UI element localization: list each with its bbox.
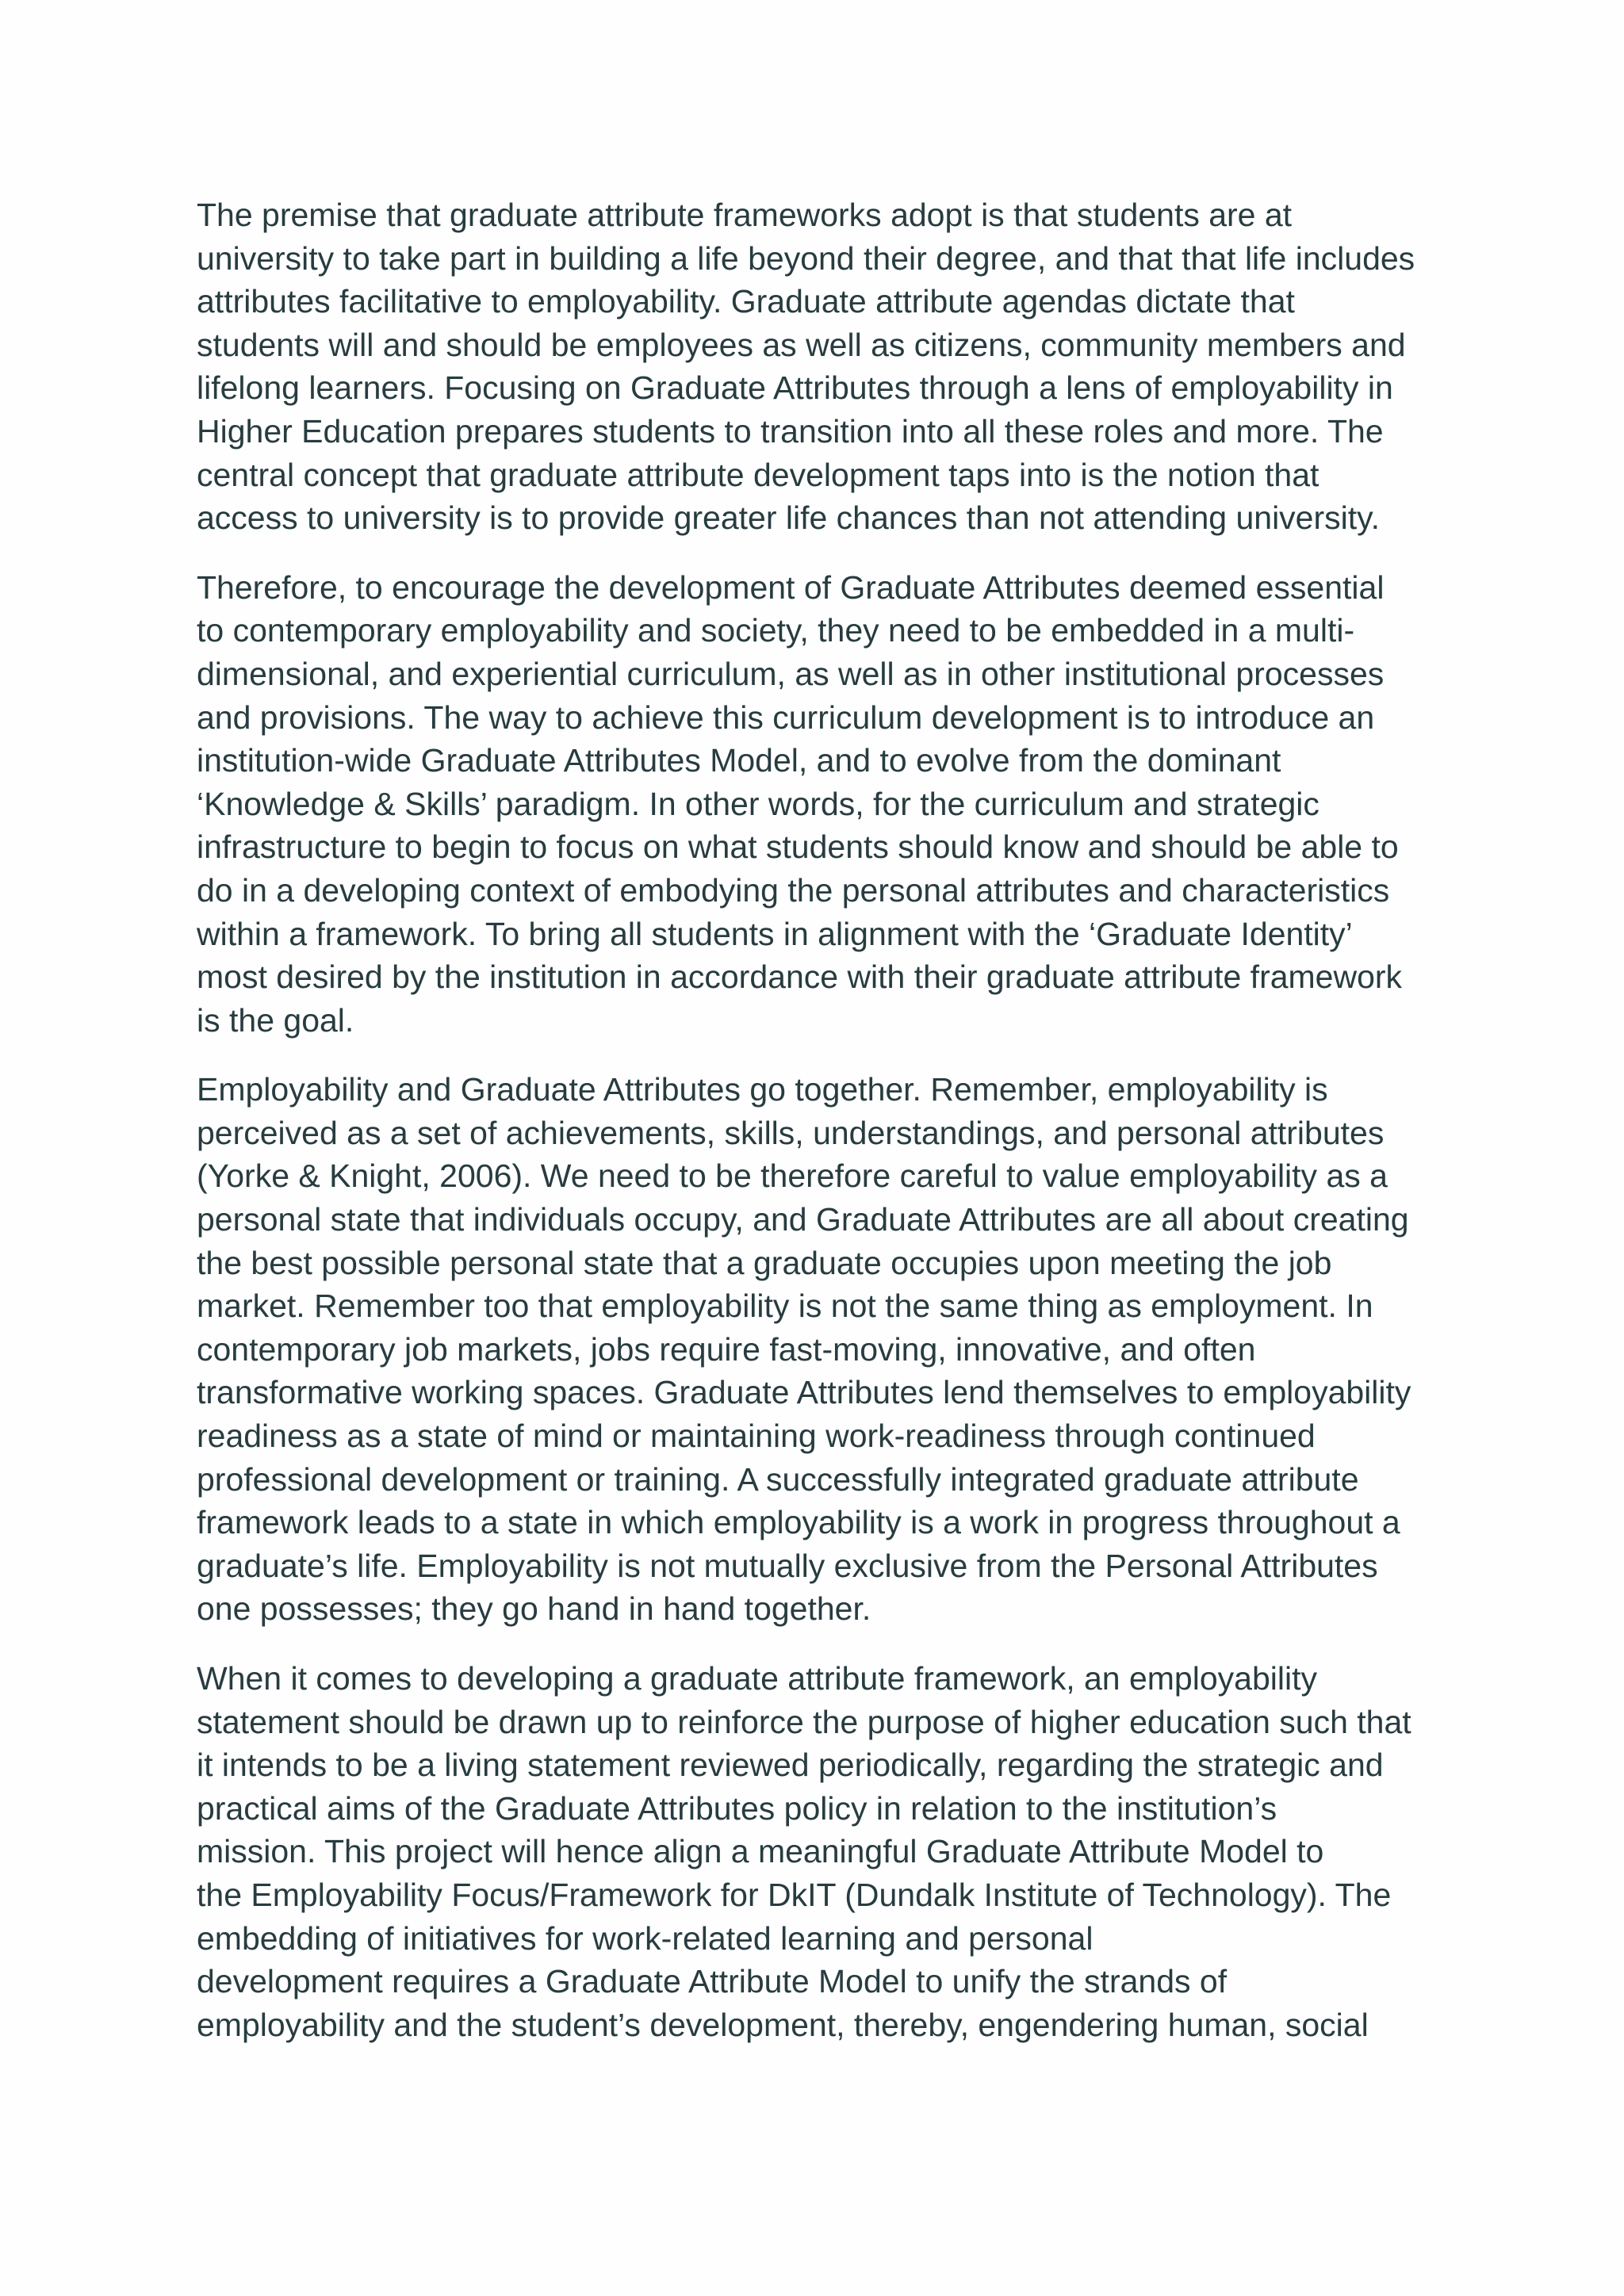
- text-line: central concept that graduate attribute development taps into is the notion that: [197, 456, 1320, 493]
- paragraph-employability: [197, 1068, 1465, 1631]
- text-line: contemporary job markets, jobs require fast-moving, innovative, and often: [197, 1330, 1256, 1368]
- text-line: perceived as a set of achievements, skills, understandings, and personal attributes: [197, 1114, 1385, 1151]
- text-line: market. Remember too that employability is not the same thing as employment. In: [197, 1288, 1373, 1325]
- text-line: Therefore, to encourage the development of Graduate Attributes deemed essential: [197, 568, 1385, 606]
- text-line: graduate’s life. Employability is not mutually exclusive from the Personal Attributes: [197, 1547, 1378, 1584]
- text-line: university to take part in building a life beyond their degree, and that that life includes: [197, 239, 1415, 277]
- text-line: attributes facilitative to employability. Graduate attribute agendas dictate that: [197, 283, 1295, 320]
- text-line: ‘Knowledge & Skills’ paradigm. In other words, for the curriculum and strategic: [197, 785, 1320, 822]
- text-line: one possesses; they go hand in hand together.: [197, 1590, 871, 1628]
- paragraph-curriculum-development: [197, 566, 1465, 1043]
- text-line: within a framework. To bring all students in alignment with the ‘Graduate Identity’: [197, 915, 1353, 952]
- paragraph-employability-statement: [197, 1657, 1465, 2046]
- text-line: practical aims of the Graduate Attributes policy in relation to the institution’s: [197, 1789, 1277, 1827]
- text-line: The premise that graduate attribute frameworks adopt is that students are at: [197, 197, 1293, 233]
- text-line: the best possible personal state that a graduate occupies upon meeting the job: [197, 1244, 1332, 1281]
- text-line: framework leads to a state in which employability is a work in progress throughout a: [197, 1504, 1400, 1541]
- text-line: access to university is to provide greater life chances than not attending university.: [197, 499, 1380, 537]
- text-line: transformative working spaces. Graduate Attributes lend themselves to employability: [197, 1374, 1411, 1411]
- text-line: embedding of initiatives for work-related learning and personal: [197, 1919, 1094, 1957]
- text-line: and provisions. The way to achieve this curriculum development is to introduce an: [197, 698, 1375, 736]
- text-line: institution-wide Graduate Attributes Model, and to evolve from the dominant: [197, 742, 1281, 779]
- text-line: (Yorke & Knight, 2006). We need to be therefore careful to value employability as a: [197, 1158, 1388, 1195]
- text-line: Higher Education prepares students to transition into all these roles and more. The: [197, 412, 1384, 450]
- text-line: dimensional, and experiential curriculum, as well as in other institutional processes: [197, 655, 1385, 692]
- text-line: students will and should be employees as well as citizens, community members and: [197, 326, 1406, 363]
- text-line: statement should be drawn up to reinforce the purpose of higher education such that: [197, 1703, 1411, 1740]
- text-line: to contemporary employability and society, they need to be embedded in a multi-: [197, 612, 1355, 649]
- paragraph-graduate-attribute-premise: [197, 193, 1465, 540]
- text-line: mission. This project will hence align a meaningful Graduate Attribute Model to: [197, 1833, 1324, 1870]
- text-line: is the goal.: [197, 1001, 354, 1039]
- text-line: Employability and Graduate Attributes go together. Remember, employability is: [197, 1071, 1328, 1108]
- text-line: infrastructure to begin to focus on what students should know and should be able to: [197, 828, 1399, 866]
- text-line: it intends to be a living statement reviewed periodically, regarding the strategic and: [197, 1747, 1384, 1784]
- text-line: professional development or training. A successfully integrated graduate attribute: [197, 1460, 1359, 1498]
- text-line: When it comes to developing a graduate attribute framework, an employability: [197, 1660, 1317, 1697]
- text-line: employability and the student’s development, thereby, engendering human, social: [197, 2006, 1369, 2043]
- text-line: personal state that individuals occupy, and Graduate Attributes are all about creating: [197, 1201, 1409, 1238]
- text-line: the Employability Focus/Framework for DkIT (Dundalk Institute of Technology). The: [197, 1876, 1392, 1913]
- text-line: development requires a Graduate Attribute Model to unify the strands of: [197, 1963, 1228, 2000]
- body-text: [197, 193, 1465, 2072]
- text-line: readiness as a state of mind or maintaining work-readiness through continued: [197, 1418, 1316, 1455]
- text-line: most desired by the institution in accordance with their graduate attribute framework: [197, 959, 1403, 996]
- text-line: do in a developing context of embodying the personal attributes and characteristics: [197, 871, 1390, 909]
- text-line: lifelong learners. Focusing on Graduate Attributes through a lens of employability in: [197, 369, 1393, 407]
